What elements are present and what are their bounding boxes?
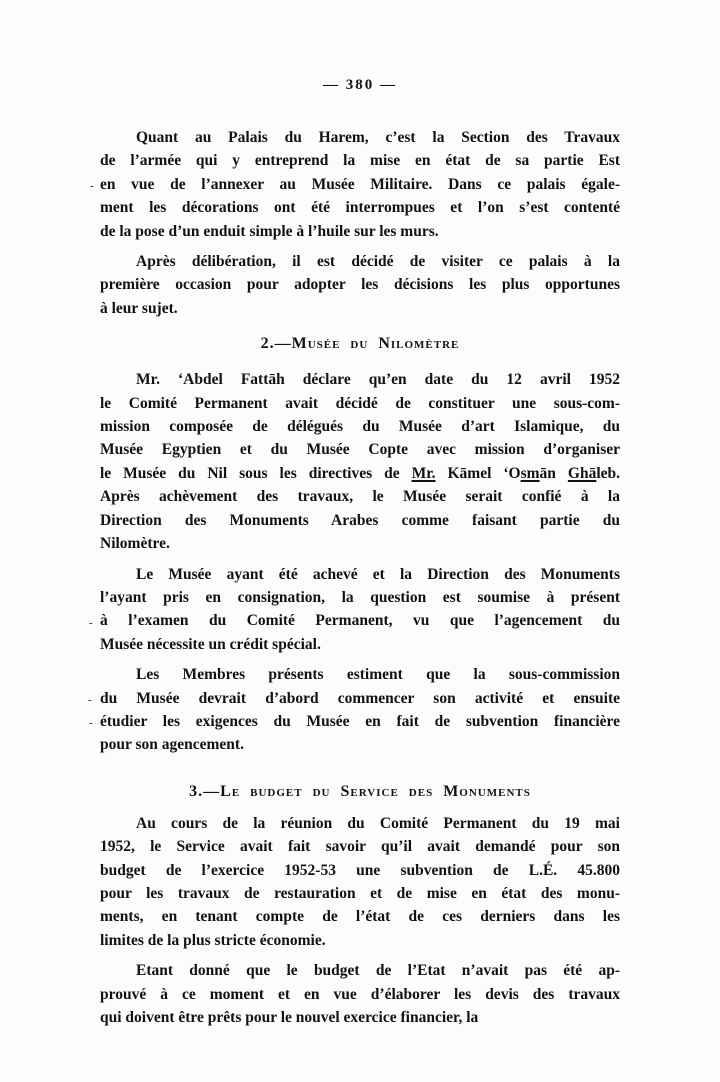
text-line: à l’examen du Comité Permanent, vu que l’agencement du bbox=[100, 612, 620, 630]
scan-artifact: - bbox=[90, 180, 94, 192]
paragraph bbox=[100, 812, 620, 952]
text-line: du Musée devrait d’abord commencer son activité et ensuite bbox=[100, 689, 620, 707]
paragraph bbox=[100, 368, 620, 555]
text-line: le Comité Permanent avait décidé de constituer une sous-com- bbox=[100, 394, 620, 412]
text-line: Direction des Monuments Arabes comme faisant partie du bbox=[100, 511, 620, 529]
section-heading: 2.—Musée du Nilomètre bbox=[260, 335, 460, 353]
scan-artifact: - bbox=[89, 717, 93, 729]
scan-artifact: - bbox=[88, 694, 92, 706]
scan-artifact: - bbox=[89, 617, 93, 629]
text-line: Nilomètre. bbox=[100, 535, 170, 553]
text-line: de l’armée qui y entreprend la mise en état de sa partie Est bbox=[100, 152, 620, 170]
section-heading: 3.—Le budget du Service des Monuments bbox=[189, 782, 531, 800]
text-line: mission composée de délégués du Musée d’art Islamique, du bbox=[100, 418, 620, 436]
paragraph bbox=[100, 959, 620, 1029]
text-line: pour les travaux de restauration et de mise en état des monu- bbox=[100, 884, 620, 902]
paragraph bbox=[100, 663, 620, 757]
text-line: budget de l’exercice 1952-53 une subvention de L.É. 45.800 bbox=[100, 861, 620, 879]
text-line: Mr. ‘Abdel Fattāh déclare qu’en date du 12 avril 1952 bbox=[136, 371, 620, 389]
text-line: Quant au Palais du Harem, c’est la Section des Travaux bbox=[136, 129, 620, 146]
text-line: Après achèvement des travaux, le Musée serait confié à la bbox=[100, 488, 620, 506]
text-line: le Musée du Nil sous les directives de Mr. Kāmel ‘Osmān Ghāleb. bbox=[100, 464, 621, 482]
text-line: Après délibération, il est décidé de visiter ce palais à la bbox=[136, 253, 620, 271]
text-line: Le Musée ayant été achevé et la Direction des Monuments bbox=[136, 565, 620, 583]
text-line: ment les décorations ont été interrompues et l’on s’est contenté bbox=[100, 199, 620, 217]
text-line: Musée Egyptien et du Musée Copte avec mission d’organiser bbox=[100, 441, 620, 459]
text-line: Musée nécessite un crédit spécial. bbox=[100, 635, 321, 653]
text-line: Au cours de la réunion du Comité Permanent du 19 mai bbox=[136, 814, 620, 832]
text-line: ments, en tenant compte de l’état de ces derniers dans les bbox=[100, 908, 620, 926]
text-line: limites de la plus stricte économie. bbox=[100, 931, 326, 949]
page-number: — 380 — bbox=[323, 77, 397, 93]
text-line: pour son agencement. bbox=[100, 736, 244, 754]
text-line: 1952, le Service avait fait savoir qu’il avait demandé pour son bbox=[100, 838, 620, 856]
text-line: première occasion pour adopter les décisions les plus opportunes bbox=[100, 276, 620, 294]
text-line: de la pose d’un enduit simple à l’huile sur les murs. bbox=[100, 222, 439, 240]
text-line: en vue de l’annexer au Musée Militaire. Dans ce palais égale- bbox=[100, 175, 620, 193]
text-line: à leur sujet. bbox=[100, 299, 178, 317]
text-line: l’ayant pris en consignation, la question est soumise à présent bbox=[100, 588, 620, 606]
text-line: prouvé à ce moment et en vue d’élaborer les devis des travaux bbox=[100, 985, 620, 1003]
text-block bbox=[100, 126, 620, 1036]
paragraph bbox=[100, 563, 620, 657]
text-line: qui doivent être prêts pour le nouvel exercice financier, la bbox=[100, 1009, 479, 1026]
text-line: Etant donné que le budget de l’Etat n’avait pas été ap- bbox=[136, 962, 620, 980]
paragraph bbox=[100, 126, 620, 243]
text-line: étudier les exigences du Musée en fait de subvention financière bbox=[100, 712, 620, 730]
paragraph bbox=[100, 250, 620, 320]
text-line: Les Membres présents estiment que la sous-commission bbox=[136, 666, 620, 684]
